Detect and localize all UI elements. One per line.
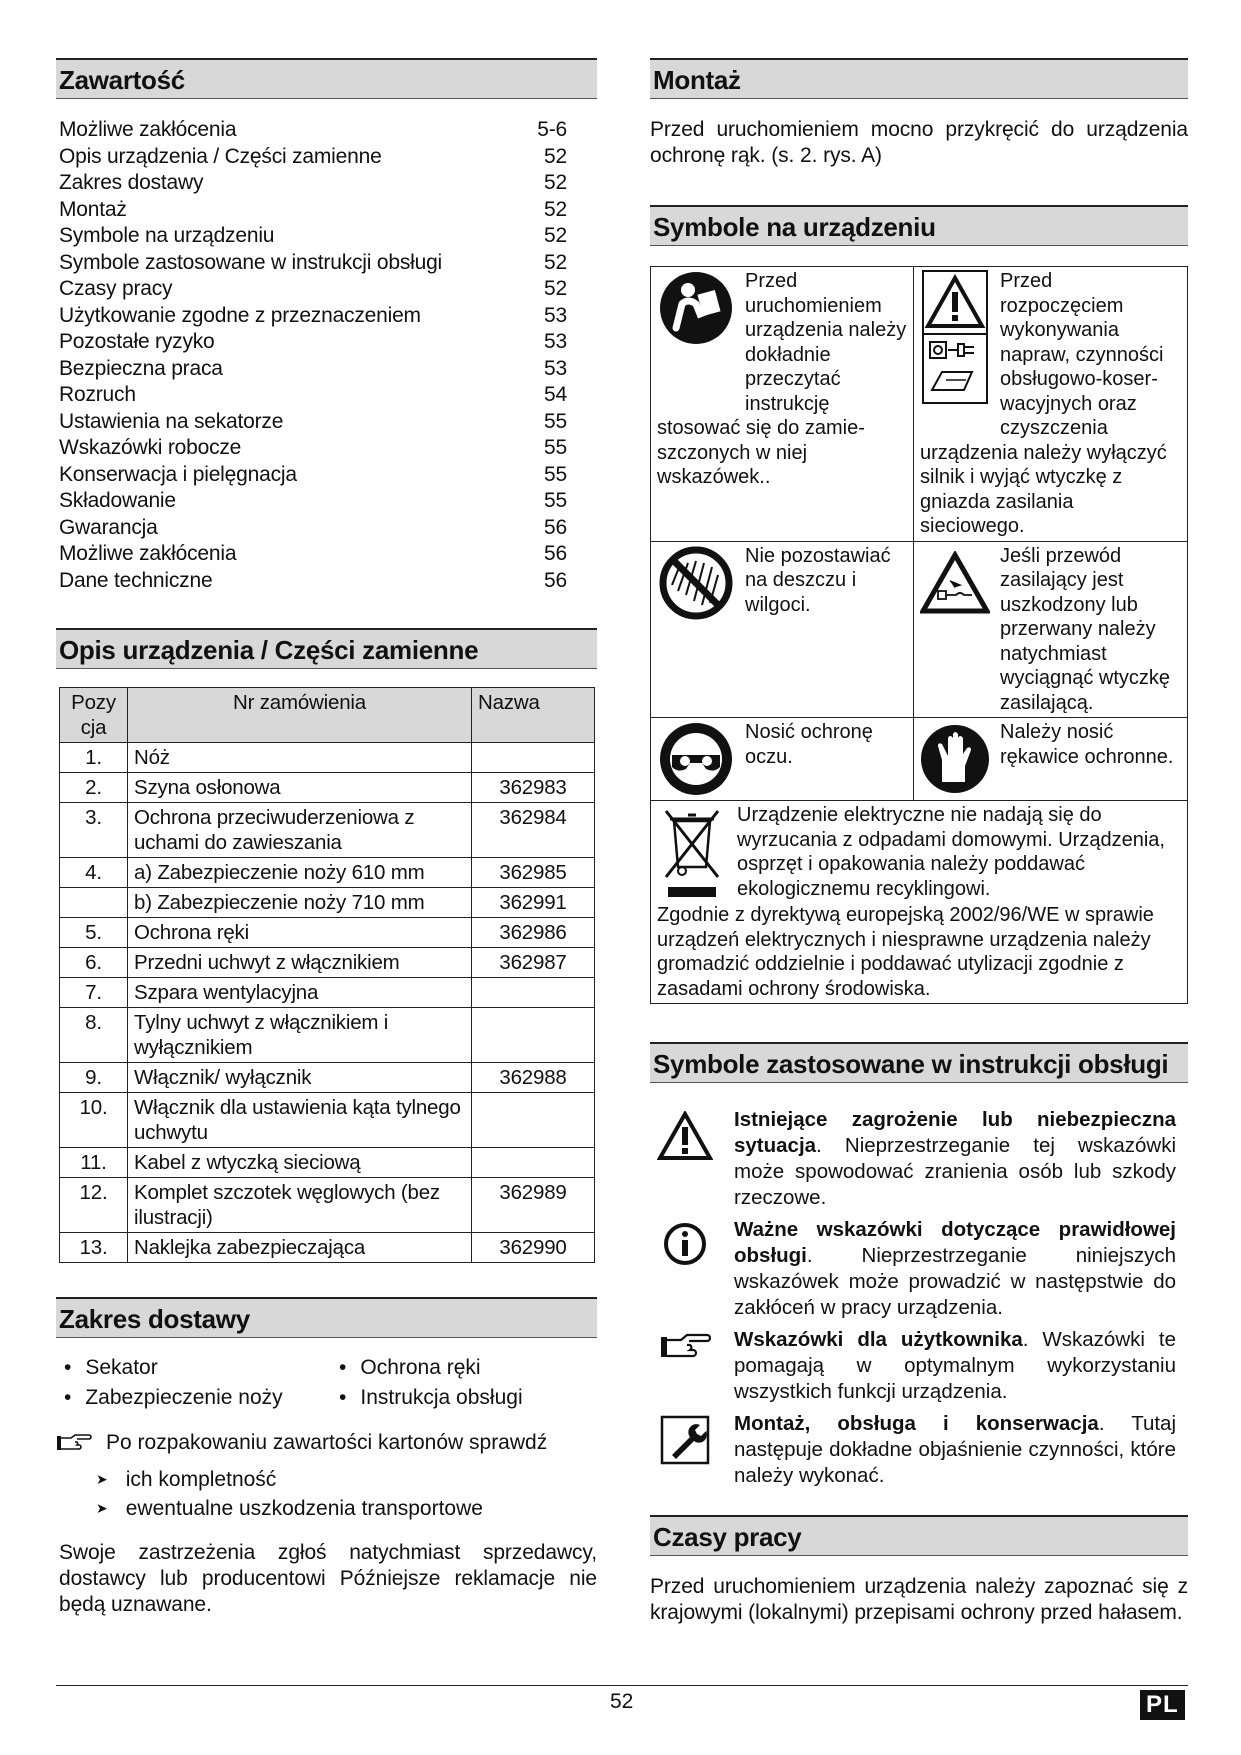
toc-entry-page: 52 [544,250,567,274]
toc-entry [56,435,597,462]
toc-entry-page: 55 [544,489,567,512]
read-manual-icon [657,269,735,347]
toc-entry [56,197,597,224]
toc-entry-label: Gwarancja [59,515,158,539]
toc-entry-page: 53 [544,303,567,327]
warning-triangle-icon [657,1111,713,1161]
part-order-number: 362985 [472,858,595,888]
part-position: 13. [60,1233,128,1263]
toc-entry-page: 52 [544,197,567,221]
toc-entry-page: 56 [544,515,567,539]
table-row [60,1063,595,1093]
part-order-number [472,743,595,773]
delivery-note: Swoje zastrzeżenia zgłoś natychmiast sprzedawcy, dostawcy lub producentowi Późniejsze reklamacje nie będą uznawane. [59,1541,597,1616]
part-name: Ochrona ręki [128,918,472,948]
toc-entry [56,223,597,250]
page-number: 52 [610,1690,634,1713]
list-item: ➤ ich kompletność [96,1466,597,1495]
table-row [60,918,595,948]
toc-entry-label: Rozruch [59,383,136,406]
check-note [56,1429,597,1456]
table-row [60,1093,595,1148]
toc-entry-page: 55 [544,462,567,486]
legend-item-danger [650,1107,1176,1211]
pointing-hand-icon [56,1432,92,1454]
legend-desc: . Nieprzestrzeganie tej wskazówki może spowodować zranienia osób lub szkody rzeczowe. [734,1134,1176,1209]
part-order-number: 362988 [472,1063,595,1093]
weee-text-a: Urządzenie elektryczne nie nadają się do wyrzucania z odpadami domowymi. Urządzenia, osprzęt i opakowania należy poddawać ekologicznemu recyklingowi. [737,804,1165,900]
toc-entry [56,462,597,489]
part-position: 5. [60,918,128,948]
manual-symbols-heading: Symbole zastosowane w instrukcji obsługi [650,1042,1188,1083]
part-name: Szpara wentylacyjna [128,978,472,1008]
work-times-heading: Czasy pracy [650,1515,1188,1556]
toc-entry [56,541,597,568]
delivery-heading: Zakres dostawy [56,1297,597,1338]
toc-entry-label: Możliwe zakłócenia [59,118,237,141]
part-position: 10. [60,1093,128,1148]
toc-entry-page: 52 [544,277,567,300]
table-row [60,1178,595,1233]
cable-damage-text: Jeśli przewód zasilający jest uszkodzony lub przerwany należy natychmiast wyciągnąć wtyczkę zasilającą. [1000,544,1171,714]
part-order-number [472,978,595,1008]
toc-entry-page: 52 [544,171,567,194]
part-position: 2. [60,773,128,803]
table-row [60,888,595,918]
part-order-number: 362984 [472,803,595,858]
toc-entry-label: Symbole zastosowane w instrukcji obsługi [59,250,443,274]
part-position: 3. [60,803,128,858]
work-times-text: Przed uruchomieniem urządzenia należy zapoznać się z krajowymi (lokalnymi) przepisami ochrony przed hałasem. [650,1575,1188,1624]
toc-entry [56,488,597,515]
part-name: Ochrona przeciwuderzeniowa z uchami do zawieszania [128,803,472,858]
manual-symbols-list [650,1107,1188,1489]
read-manual-text-a: Przed uruchomieniem urządzenia należy dokładnie przeczytać instrukcję [745,270,907,415]
part-position: 8. [60,1008,128,1063]
legend-desc: . Wskazówki te pomagają w optymalnym wykorzystaniu wszystkich funkcji urządzenia. [734,1328,1176,1403]
part-position: 7. [60,978,128,1008]
weee-text-b: Zgodnie z dyrektywą europejską 2002/96/WE w sprawie urządzeń elektrycznych i niesprawne urządzenia należy gromadzić oddzielnie i poddawać utylizacji zgodnie z zasadami ochrony środowiska. [657,904,1154,1000]
part-order-number [472,1148,595,1178]
before-repair-icon [920,269,990,405]
toc-entry-page: 55 [544,409,567,433]
no-rain-text: Nie pozostawiać na deszczu i wilgoci. [745,544,891,616]
part-order-number: 362990 [472,1233,595,1263]
part-position [60,888,128,918]
toc-entry-page: 55 [544,436,567,459]
weee-bin-icon [657,803,727,903]
toc-entry [56,250,597,277]
part-position: 6. [60,948,128,978]
read-manual-text-b: stosować się do zamie-szczonych w niej wskazówek.. [657,417,865,488]
part-name: Włącznik dla ustawienia kąta tylnego uchwytu [128,1093,472,1148]
pointing-hand-icon [659,1331,711,1363]
part-order-number: 362983 [472,773,595,803]
montaz-text: Przed uruchomieniem mocno przykręcić do urządzenia ochronę rąk. (s. 2. rys. A) [650,118,1188,167]
toc-entry [56,568,597,595]
no-rain-icon [657,544,735,622]
part-position: 11. [60,1148,128,1178]
device-symbols-heading: Symbole na urządzeniu [650,205,1188,246]
part-position: 9. [60,1063,128,1093]
list-item: • Instrukcja obsługi [331,1384,591,1411]
toc-entry [56,409,597,436]
symbol-gloves [914,718,1188,801]
eye-protection-text: Nosić ochronę oczu. [745,721,873,768]
legend-desc: . Tutaj następuje dokładne objaśnienie czynności, które należy wykonać. [734,1412,1177,1487]
legend-item-user-tip [650,1327,1176,1405]
legend-bold: Istniejące zagrożenie lub niebezpieczna sytuacja [734,1108,1176,1157]
toc-entry [56,276,597,303]
parts-heading: Opis urządzenia / Części zamienne [56,628,597,669]
toc-entry-label: Użytkowanie zgodne z przeznaczeniem [59,303,421,327]
toc-entry [56,515,597,542]
table-row [60,803,595,858]
toc-entry-label: Zakres dostawy [59,171,204,194]
check-list [56,1466,597,1524]
table-row [60,948,595,978]
toc-entry-label: Dane techniczne [59,568,213,592]
part-order-number: 362987 [472,948,595,978]
legend-item-assembly [650,1411,1176,1489]
part-name: Naklejka zabezpieczająca [128,1233,472,1263]
toc-entry [56,303,597,330]
table-row [60,743,595,773]
info-icon [662,1221,708,1267]
part-order-number: 362991 [472,888,595,918]
table-row [60,1233,595,1263]
toc-entry-label: Wskazówki robocze [59,436,242,459]
toc-entry [56,144,597,171]
part-name: Nóż [128,743,472,773]
wrench-icon [660,1415,710,1465]
table-row [60,858,595,888]
part-order-number [472,1093,595,1148]
col-header-name: Nazwa [472,688,595,743]
part-name: Szyna osłonowa [128,773,472,803]
part-position: 1. [60,743,128,773]
part-order-number: 362989 [472,1178,595,1233]
legend-bold: Wskazówki dla użytkownika [734,1328,1023,1351]
legend-bold: Montaż, obsługa i konserwacja [734,1412,1099,1435]
left-column [56,58,597,1618]
table-row [60,1008,595,1063]
symbol-weee [651,801,1188,1004]
symbol-before-repair [914,267,1188,542]
before-repair-text-a: Przed rozpoczęciem wykonywania napraw, czynności obsługowo-koser-wacyjnych oraz czyszczenia [1000,270,1164,439]
toc-entry-label: Opis urządzenia / Części zamienne [59,144,382,168]
toc-entry-page: 5-6 [537,118,567,141]
before-repair-text-b: urządzenia należy wyłączyć silnik i wyjąć wtyczkę z gniazda zasilania sieciowego. [920,441,1167,537]
symbol-eye-protection [651,718,914,801]
toc-entry [56,329,597,356]
col-header-order-number: Nr zamówienia [128,688,472,743]
toc-entry-label: Bezpieczna praca [59,356,223,380]
footer-divider [56,1685,1188,1686]
list-item: • Zabezpieczenie noży [56,1384,331,1411]
toc-entry-label: Montaż [59,197,127,221]
legend-item-info [650,1217,1176,1321]
table-row [60,1148,595,1178]
part-name: b) Zabezpieczenie noży 710 mm [128,888,472,918]
part-order-number: 362986 [472,918,595,948]
toc-entry [56,117,597,144]
check-text: Po rozpakowaniu zawartości kartonów sprawdź [106,1431,548,1454]
toc-heading: Zawartość [56,58,597,99]
part-position: 4. [60,858,128,888]
toc-entry-label: Składowanie [59,489,176,512]
part-name: Włącznik/ wyłącznik [128,1063,472,1093]
delivery-list [56,1354,597,1411]
device-symbols-table [650,266,1188,1004]
part-name: Komplet szczotek węglowych (bez ilustracji) [128,1178,472,1233]
part-name: Przedni uchwyt z włącznikiem [128,948,472,978]
part-order-number [472,1008,595,1063]
toc-entry-page: 53 [544,330,567,353]
list-item: • Sekator [56,1354,331,1381]
symbol-read-manual [651,267,914,542]
right-column [650,58,1188,1626]
legend-bold: Ważne wskazówki dotyczące prawidłowej obsługi [734,1218,1176,1267]
toc-entry-page: 56 [544,542,567,565]
toc-entry [56,382,597,409]
symbol-cable-damage [914,541,1188,718]
toc-entry-label: Symbole na urządzeniu [59,224,275,247]
part-name: Kabel z wtyczką sieciową [128,1148,472,1178]
part-name: Tylny uchwyt z włącznikiem i wyłącznikiem [128,1008,472,1063]
eye-protection-icon [657,720,735,798]
list-item: • Ochrona ręki [331,1354,591,1381]
part-name: a) Zabezpieczenie noży 610 mm [128,858,472,888]
montaz-heading: Montaż [650,58,1188,99]
toc-entry-label: Pozostałe ryzyko [59,330,215,353]
cable-damage-icon [920,544,990,622]
toc-entry [56,356,597,383]
table-row [60,978,595,1008]
toc-entry-label: Ustawienia na sekatorze [59,409,284,433]
gloves-icon [920,720,990,798]
toc-entry-page: 52 [544,144,567,168]
toc-entry-page: 53 [544,356,567,380]
table-of-contents [56,117,597,594]
list-item: ➤ ewentualne uszkodzenia transportowe [96,1495,597,1524]
col-header-position: Pozy cja [60,688,128,743]
toc-entry-page: 52 [544,224,567,247]
toc-entry-label: Możliwe zakłócenia [59,542,237,565]
toc-entry-label: Czasy pracy [59,277,173,300]
legend-desc: . Nieprzestrzeganie niniejszych wskazówek może prowadzić w następstwie do zakłóceń w pracy urządzenia. [734,1244,1176,1319]
part-position: 12. [60,1178,128,1233]
gloves-text: Należy nosić rękawice ochronne. [1000,721,1174,768]
language-badge: PL [1140,1690,1185,1720]
symbol-no-rain [651,541,914,718]
parts-table [59,687,595,1263]
toc-entry [56,170,597,197]
table-row [60,773,595,803]
toc-entry-label: Konserwacja i pielęgnacja [59,462,297,486]
toc-entry-page: 56 [544,568,567,592]
toc-entry-page: 54 [544,383,567,406]
